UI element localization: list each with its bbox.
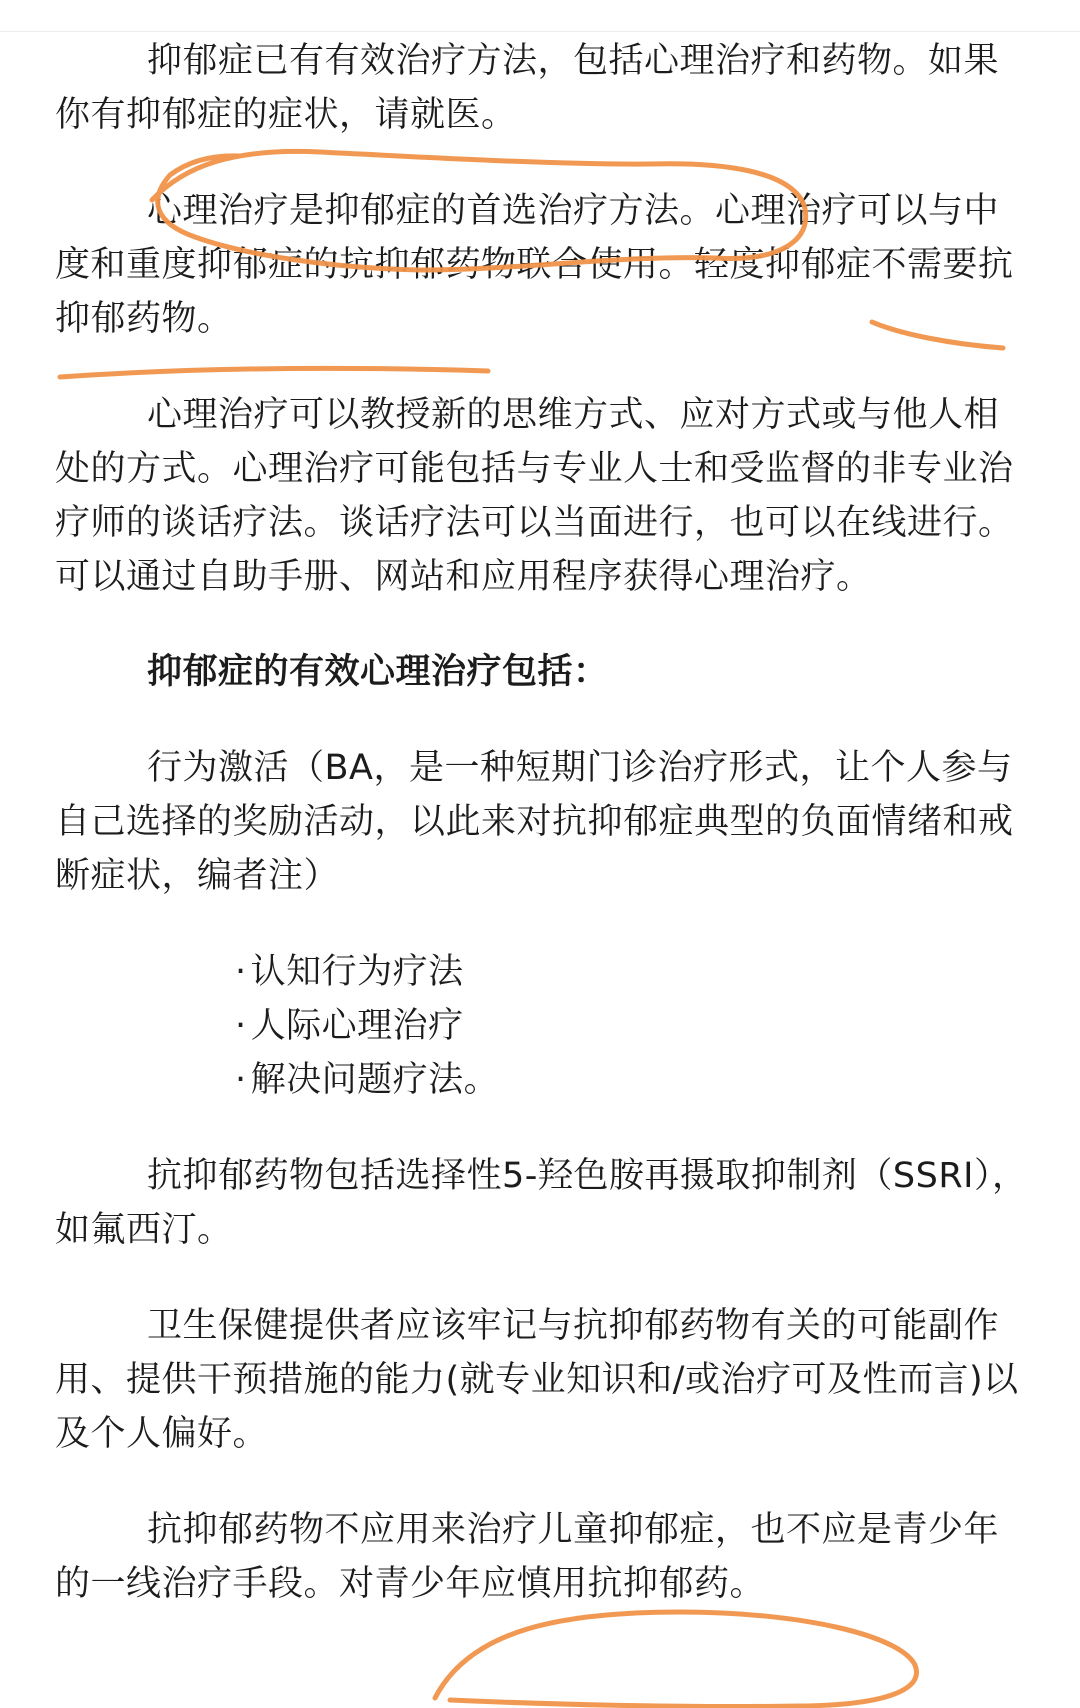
paragraph-antidepressants: 抗抑郁药物包括选择性5-羟色胺再摄取抑制剂（SSRI），如氟西汀。 [55,1156,1028,1250]
list-item: · 人际心理治疗 [235,999,1030,1053]
paragraph-children-adolescents: 抗抑郁药物不应用来治疗儿童抑郁症，也不应是青少年的一线治疗手段。对青少年应慎用抗抑郁药。 [55,1510,1000,1604]
paragraph-behavioral-activation: 行为激活（BA，是一种短期门诊治疗形式，让个人参与自己选择的奖励活动，以此来对抗抑郁症典型的负面情绪和戒断症状，编者注） [55,748,1014,896]
paragraph-provider-considerations: 卫生保健提供者应该牢记与抗抑郁药物有关的可能副作用、提供干预措施的能力(就专业知识和/或治疗可及性而言)以及个人偏好。 [55,1306,1019,1454]
list-item: · 解决问题疗法。 [235,1053,1030,1107]
section-heading-effective-psychotherapy: 抑郁症的有效心理治疗包括： [147,652,609,692]
top-divider [0,31,1080,32]
paragraph-treatment-overview: 抑郁症已有有效治疗方法，包括心理治疗和药物。如果你有抑郁症的症状，请就医。 [55,41,1000,135]
therapy-list [55,945,1030,1107]
paragraph-psychotherapy-first-choice: 心理治疗是抑郁症的首选治疗方法。心理治疗可以与中度和重度抑郁症的抗抑郁药物联合使用。轻度抑郁症不需要抗抑郁药物。 [55,191,1014,339]
article-body [55,34,1030,1611]
circle-mark-adolescents [435,1612,917,1707]
list-item: · 认知行为疗法 [235,945,1030,999]
paragraph-psychotherapy-methods: 心理治疗可以教授新的思维方式、应对方式或与他人相处的方式。心理治疗可能包括与专业人士和受监督的非专业治疗师的谈话疗法。谈话疗法可以当面进行，也可以在线进行。可以通过自助手册、网站和应用程序获得心理治疗。 [55,395,1014,597]
